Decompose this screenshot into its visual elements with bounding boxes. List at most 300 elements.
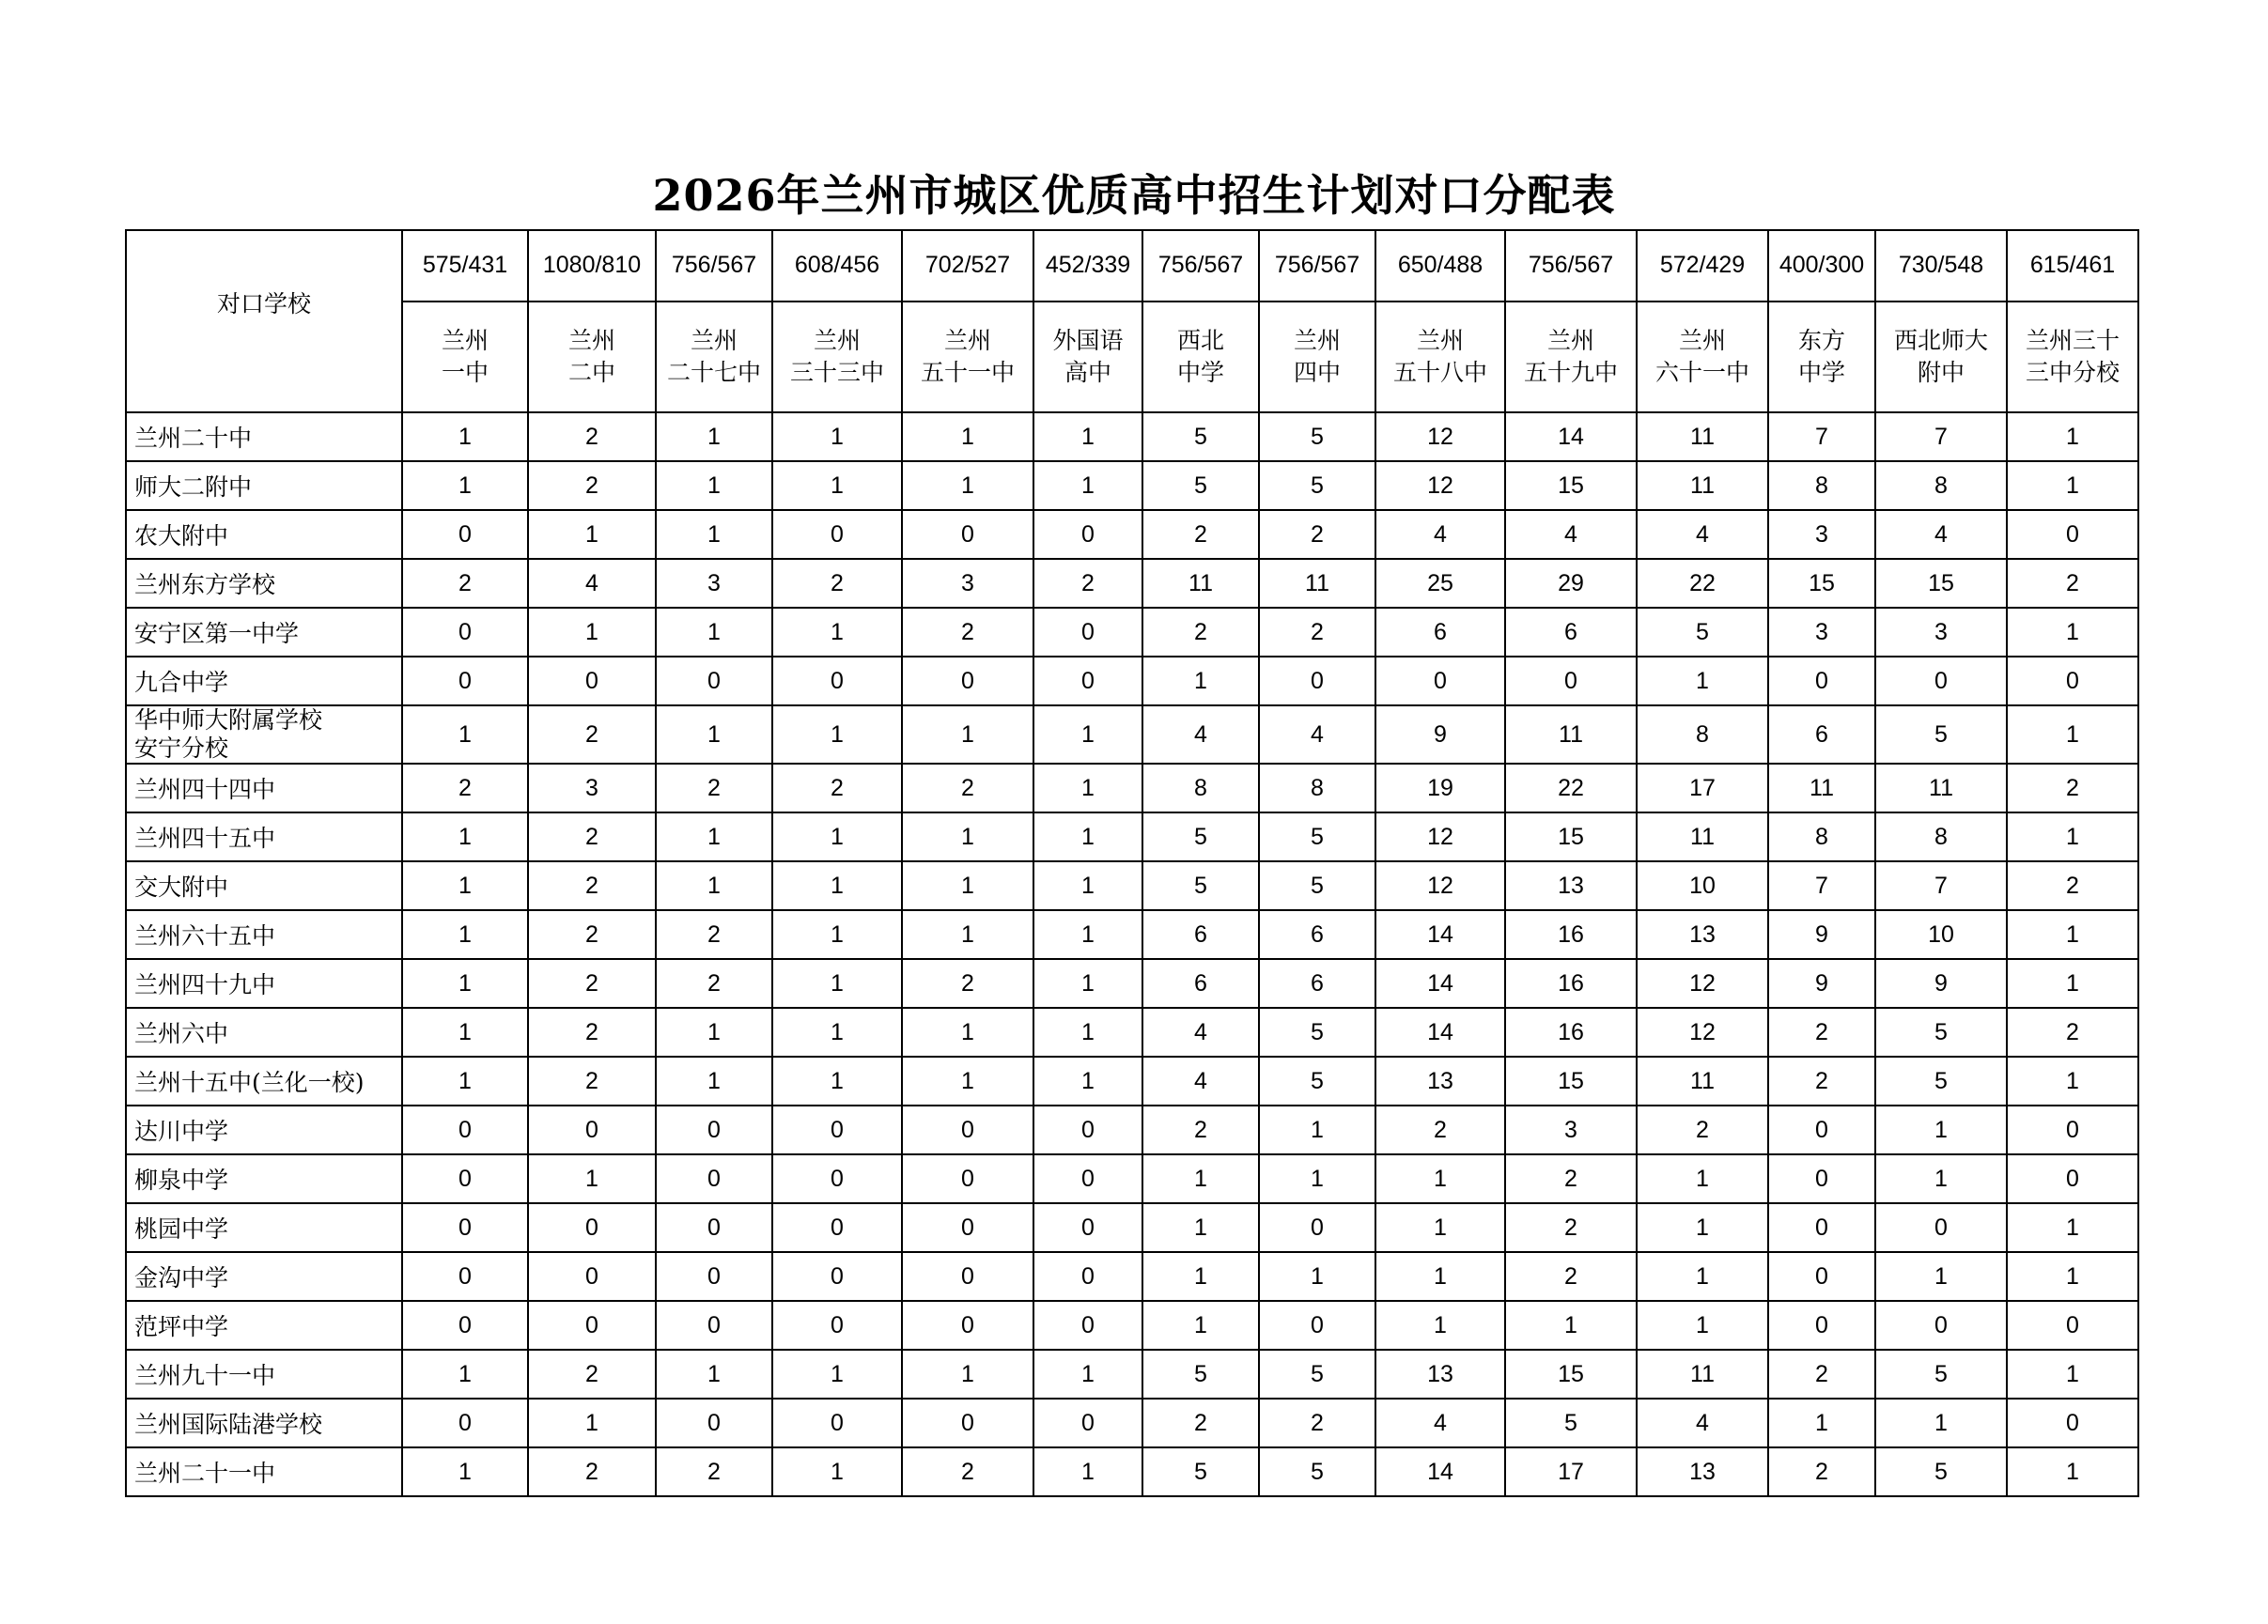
table-cell: 0	[1259, 657, 1375, 705]
table-cell: 1	[1259, 1106, 1375, 1154]
table-row	[126, 1106, 2138, 1154]
table-cell: 0	[772, 1203, 902, 1252]
table-cell: 1	[772, 1008, 902, 1057]
table-cell: 0	[1033, 1106, 1142, 1154]
table-cell: 1	[402, 1350, 528, 1399]
table-cell: 2	[1259, 1399, 1375, 1447]
table-cell: 2	[528, 1447, 656, 1496]
row-school-name: 兰州四十九中	[126, 959, 402, 1008]
row-school-name: 兰州二十一中	[126, 1447, 402, 1496]
table-cell: 1	[772, 1350, 902, 1399]
table-cell: 10	[1637, 861, 1768, 910]
table-cell: 0	[402, 608, 528, 657]
table-cell: 2	[1259, 608, 1375, 657]
table-cell: 1	[772, 910, 902, 959]
table-row	[126, 1399, 2138, 1447]
table-cell: 0	[1768, 1203, 1875, 1252]
table-cell: 29	[1505, 559, 1637, 608]
row-school-name: 范坪中学	[126, 1301, 402, 1350]
table-cell: 11	[1505, 705, 1637, 764]
table-cell: 15	[1505, 461, 1637, 510]
allocation-table	[125, 229, 2139, 1497]
table-cell: 2	[1505, 1203, 1637, 1252]
table-cell: 0	[902, 1252, 1033, 1301]
table-cell: 1	[1637, 657, 1768, 705]
table-cell: 15	[1768, 559, 1875, 608]
table-cell: 1	[402, 812, 528, 861]
table-cell: 1	[1033, 1350, 1142, 1399]
table-row	[126, 1057, 2138, 1106]
table-cell: 1	[402, 1057, 528, 1106]
table-cell: 1	[2007, 1350, 2138, 1399]
table-row	[126, 1301, 2138, 1350]
table-cell: 2	[528, 705, 656, 764]
table-cell: 14	[1375, 910, 1505, 959]
table-cell: 2	[2007, 861, 2138, 910]
table-cell: 3	[528, 764, 656, 812]
table-cell: 1	[656, 412, 772, 461]
row-school-name: 兰州国际陆港学校	[126, 1399, 402, 1447]
table-cell: 1	[1033, 1447, 1142, 1496]
table-cell: 0	[1033, 510, 1142, 559]
table-cell: 0	[1768, 1106, 1875, 1154]
table-cell: 1	[2007, 812, 2138, 861]
table-cell: 15	[1505, 1057, 1637, 1106]
table-row	[126, 510, 2138, 559]
table-cell: 5	[1259, 1057, 1375, 1106]
table-cell: 6	[1142, 910, 1259, 959]
table-cell: 4	[1375, 1399, 1505, 1447]
table-cell: 0	[1033, 608, 1142, 657]
table-cell: 1	[1142, 1203, 1259, 1252]
table-cell: 0	[1375, 657, 1505, 705]
table-cell: 1	[1875, 1252, 2007, 1301]
table-cell: 1	[902, 910, 1033, 959]
table-cell: 11	[1637, 812, 1768, 861]
column-school-name: 兰州 四中	[1259, 302, 1375, 412]
column-quota: 756/567	[1142, 230, 1259, 302]
table-cell: 9	[1768, 959, 1875, 1008]
table-cell: 5	[1259, 461, 1375, 510]
table-cell: 1	[772, 959, 902, 1008]
table-cell: 1	[402, 959, 528, 1008]
table-cell: 13	[1505, 861, 1637, 910]
table-cell: 0	[2007, 657, 2138, 705]
table-cell: 0	[1033, 1399, 1142, 1447]
table-cell: 13	[1637, 1447, 1768, 1496]
table-cell: 4	[1875, 510, 2007, 559]
table-cell: 1	[656, 1057, 772, 1106]
table-cell: 9	[1875, 959, 2007, 1008]
table-cell: 1	[656, 510, 772, 559]
table-cell: 0	[1259, 1203, 1375, 1252]
table-cell: 1	[1375, 1252, 1505, 1301]
table-cell: 3	[1875, 608, 2007, 657]
table-cell: 25	[1375, 559, 1505, 608]
table-cell: 1	[402, 1008, 528, 1057]
table-cell: 1	[656, 1008, 772, 1057]
table-cell: 3	[656, 559, 772, 608]
table-row	[126, 959, 2138, 1008]
row-school-name: 兰州四十四中	[126, 764, 402, 812]
table-cell: 2	[528, 1008, 656, 1057]
table-cell: 1	[902, 1057, 1033, 1106]
table-cell: 2	[528, 1350, 656, 1399]
table-cell: 1	[1033, 705, 1142, 764]
table-cell: 1	[402, 861, 528, 910]
table-cell: 1	[1875, 1399, 2007, 1447]
table-cell: 5	[1259, 1350, 1375, 1399]
table-row	[126, 1203, 2138, 1252]
column-school-name: 兰州 六十一中	[1637, 302, 1768, 412]
table-cell: 12	[1375, 812, 1505, 861]
row-school-name: 安宁区第一中学	[126, 608, 402, 657]
table-row	[126, 1447, 2138, 1496]
column-school-name: 兰州 二十七中	[656, 302, 772, 412]
table-cell: 1	[1259, 1252, 1375, 1301]
table-cell: 6	[1375, 608, 1505, 657]
page-title: 2026年兰州市城区优质高中招生计划对口分配表	[652, 170, 1616, 221]
table-cell: 2	[528, 959, 656, 1008]
table-cell: 0	[656, 1203, 772, 1252]
table-cell: 0	[402, 1301, 528, 1350]
table-cell: 1	[656, 705, 772, 764]
table-cell: 14	[1375, 1447, 1505, 1496]
table-cell: 10	[1875, 910, 2007, 959]
table-cell: 1	[2007, 1203, 2138, 1252]
table-cell: 6	[1142, 959, 1259, 1008]
table-cell: 4	[1142, 1057, 1259, 1106]
column-school-name: 兰州 五十八中	[1375, 302, 1505, 412]
table-cell: 4	[1375, 510, 1505, 559]
table-cell: 2	[528, 812, 656, 861]
table-cell: 1	[1033, 812, 1142, 861]
table-cell: 1	[656, 812, 772, 861]
table-cell: 1	[902, 705, 1033, 764]
table-cell: 5	[1142, 812, 1259, 861]
column-school-name: 外国语 高中	[1033, 302, 1142, 412]
table-cell: 5	[1142, 1350, 1259, 1399]
table-cell: 5	[1875, 1447, 2007, 1496]
table-cell: 0	[528, 1301, 656, 1350]
table-cell: 0	[528, 1252, 656, 1301]
table-cell: 0	[772, 1252, 902, 1301]
table-cell: 1	[528, 1399, 656, 1447]
table-cell: 16	[1505, 959, 1637, 1008]
table-cell: 1	[1033, 1057, 1142, 1106]
column-quota: 608/456	[772, 230, 902, 302]
column-quota: 452/339	[1033, 230, 1142, 302]
school-header-row	[126, 302, 2138, 412]
table-cell: 1	[528, 1154, 656, 1203]
table-cell: 1	[656, 861, 772, 910]
table-cell: 0	[772, 1399, 902, 1447]
table-cell: 8	[1259, 764, 1375, 812]
table-cell: 0	[1768, 1301, 1875, 1350]
column-quota: 730/548	[1875, 230, 2007, 302]
table-cell: 8	[1768, 812, 1875, 861]
column-quota: 650/488	[1375, 230, 1505, 302]
table-cell: 2	[1142, 1106, 1259, 1154]
table-cell: 0	[772, 1301, 902, 1350]
table-cell: 0	[656, 1301, 772, 1350]
table-cell: 17	[1637, 764, 1768, 812]
table-cell: 2	[1637, 1106, 1768, 1154]
table-body	[126, 412, 2138, 1496]
table-cell: 1	[528, 510, 656, 559]
table-cell: 0	[402, 1399, 528, 1447]
column-school-name: 东方 中学	[1768, 302, 1875, 412]
table-cell: 1	[902, 812, 1033, 861]
table-cell: 12	[1375, 412, 1505, 461]
table-cell: 1	[528, 608, 656, 657]
table-cell: 0	[1875, 1203, 2007, 1252]
table-cell: 1	[1768, 1399, 1875, 1447]
table-row	[126, 1252, 2138, 1301]
column-school-name: 西北 中学	[1142, 302, 1259, 412]
table-cell: 2	[1768, 1057, 1875, 1106]
table-row	[126, 705, 2138, 764]
table-cell: 11	[1768, 764, 1875, 812]
table-cell: 1	[1033, 910, 1142, 959]
table-cell: 0	[1768, 657, 1875, 705]
table-cell: 5	[1259, 861, 1375, 910]
row-school-name: 华中师大附属学校 安宁分校	[126, 705, 402, 764]
table-cell: 4	[1142, 1008, 1259, 1057]
table-cell: 2	[1033, 559, 1142, 608]
table-cell: 12	[1637, 959, 1768, 1008]
row-school-name: 农大附中	[126, 510, 402, 559]
row-school-name: 兰州二十中	[126, 412, 402, 461]
table-cell: 1	[2007, 910, 2138, 959]
table-cell: 1	[1375, 1203, 1505, 1252]
table-cell: 2	[402, 764, 528, 812]
table-cell: 14	[1375, 959, 1505, 1008]
table-cell: 6	[1259, 959, 1375, 1008]
table-cell: 0	[402, 1106, 528, 1154]
table-cell: 2	[656, 959, 772, 1008]
table-cell: 1	[402, 461, 528, 510]
table-cell: 1	[902, 1350, 1033, 1399]
table-cell: 2	[528, 412, 656, 461]
table-cell: 1	[1637, 1301, 1768, 1350]
table-cell: 12	[1375, 861, 1505, 910]
table-cell: 1	[1375, 1154, 1505, 1203]
table-cell: 1	[656, 608, 772, 657]
table-cell: 16	[1505, 1008, 1637, 1057]
table-cell: 1	[1142, 1301, 1259, 1350]
table-cell: 11	[1637, 1057, 1768, 1106]
column-quota: 400/300	[1768, 230, 1875, 302]
table-cell: 2	[656, 910, 772, 959]
table-cell: 1	[1637, 1252, 1768, 1301]
table-cell: 12	[1375, 461, 1505, 510]
table-cell: 0	[2007, 510, 2138, 559]
table-cell: 16	[1505, 910, 1637, 959]
table-cell: 2	[1142, 1399, 1259, 1447]
row-school-name: 达川中学	[126, 1106, 402, 1154]
table-cell: 17	[1505, 1447, 1637, 1496]
table-cell: 14	[1505, 412, 1637, 461]
table-cell: 5	[1875, 1350, 2007, 1399]
table-cell: 0	[656, 1106, 772, 1154]
table-cell: 13	[1375, 1350, 1505, 1399]
table-cell: 8	[1875, 461, 2007, 510]
table-cell: 5	[1259, 1447, 1375, 1496]
row-school-name: 兰州东方学校	[126, 559, 402, 608]
table-cell: 5	[1637, 608, 1768, 657]
table-cell: 2	[528, 861, 656, 910]
row-school-name: 桃园中学	[126, 1203, 402, 1252]
table-cell: 2	[1768, 1008, 1875, 1057]
table-row	[126, 1154, 2138, 1203]
table-cell: 1	[902, 412, 1033, 461]
table-cell: 0	[402, 657, 528, 705]
table-cell: 1	[902, 861, 1033, 910]
table-cell: 1	[772, 1447, 902, 1496]
table-cell: 1	[1375, 1301, 1505, 1350]
table-cell: 0	[1875, 1301, 2007, 1350]
table-cell: 0	[656, 1252, 772, 1301]
row-school-name: 柳泉中学	[126, 1154, 402, 1203]
table-cell: 1	[902, 1008, 1033, 1057]
row-school-name: 兰州六中	[126, 1008, 402, 1057]
table-row	[126, 412, 2138, 461]
table-cell: 0	[528, 657, 656, 705]
table-cell: 5	[1142, 412, 1259, 461]
table-cell: 0	[1033, 1154, 1142, 1203]
table-cell: 1	[1033, 461, 1142, 510]
table-cell: 0	[528, 1203, 656, 1252]
table-cell: 0	[656, 657, 772, 705]
column-school-name: 兰州 一中	[402, 302, 528, 412]
table-cell: 1	[1142, 657, 1259, 705]
table-cell: 8	[1875, 812, 2007, 861]
table-cell: 2	[1375, 1106, 1505, 1154]
table-cell: 1	[772, 608, 902, 657]
table-row	[126, 657, 2138, 705]
table-cell: 2	[1505, 1154, 1637, 1203]
table-cell: 2	[528, 910, 656, 959]
table-cell: 2	[1142, 608, 1259, 657]
column-quota: 756/567	[1505, 230, 1637, 302]
table-cell: 0	[1033, 657, 1142, 705]
column-quota: 572/429	[1637, 230, 1768, 302]
table-cell: 1	[1033, 764, 1142, 812]
column-quota: 756/567	[1259, 230, 1375, 302]
row-school-name: 兰州九十一中	[126, 1350, 402, 1399]
table-cell: 22	[1505, 764, 1637, 812]
table-cell: 0	[2007, 1154, 2138, 1203]
table-cell: 2	[902, 1447, 1033, 1496]
table-cell: 5	[1142, 1447, 1259, 1496]
column-quota: 756/567	[656, 230, 772, 302]
table-cell: 1	[402, 910, 528, 959]
table-cell: 1	[1637, 1203, 1768, 1252]
table-cell: 1	[772, 812, 902, 861]
table-cell: 1	[2007, 461, 2138, 510]
table-cell: 1	[772, 705, 902, 764]
table-cell: 2	[656, 764, 772, 812]
table-cell: 4	[1142, 705, 1259, 764]
table-cell: 1	[772, 1057, 902, 1106]
table-cell: 1	[402, 1447, 528, 1496]
table-cell: 11	[1142, 559, 1259, 608]
table-cell: 1	[1505, 1301, 1637, 1350]
table-cell: 1	[2007, 608, 2138, 657]
table-cell: 0	[402, 1252, 528, 1301]
column-school-name: 兰州三十 三中分校	[2007, 302, 2138, 412]
table-cell: 1	[1637, 1154, 1768, 1203]
table-cell: 0	[1768, 1154, 1875, 1203]
table-cell: 1	[1875, 1106, 2007, 1154]
table-cell: 0	[772, 510, 902, 559]
table-cell: 0	[402, 1203, 528, 1252]
table-cell: 15	[1875, 559, 2007, 608]
table-cell: 1	[1033, 412, 1142, 461]
row-school-name: 兰州十五中(兰化一校)	[126, 1057, 402, 1106]
table-cell: 12	[1637, 1008, 1768, 1057]
table-cell: 7	[1875, 412, 2007, 461]
table-cell: 2	[772, 764, 902, 812]
table-cell: 0	[902, 1399, 1033, 1447]
table-row	[126, 861, 2138, 910]
table-cell: 15	[1505, 1350, 1637, 1399]
table-cell: 0	[902, 657, 1033, 705]
table-cell: 1	[656, 461, 772, 510]
table-cell: 2	[1142, 510, 1259, 559]
table-cell: 0	[656, 1399, 772, 1447]
column-quota: 615/461	[2007, 230, 2138, 302]
corner-label: 对口学校	[126, 230, 402, 412]
table-cell: 15	[1505, 812, 1637, 861]
row-school-name: 师大二附中	[126, 461, 402, 510]
table-cell: 5	[1259, 1008, 1375, 1057]
table-cell: 11	[1259, 559, 1375, 608]
table-cell: 4	[528, 559, 656, 608]
table-cell: 5	[1142, 861, 1259, 910]
table-cell: 5	[1259, 412, 1375, 461]
table-cell: 0	[1875, 657, 2007, 705]
table-row	[126, 1008, 2138, 1057]
table-row	[126, 1350, 2138, 1399]
column-school-name: 兰州 三十三中	[772, 302, 902, 412]
table-cell: 1	[2007, 1447, 2138, 1496]
column-quota: 702/527	[902, 230, 1033, 302]
table-cell: 0	[2007, 1301, 2138, 1350]
row-school-name: 九合中学	[126, 657, 402, 705]
table-cell: 2	[772, 559, 902, 608]
table-cell: 11	[1637, 461, 1768, 510]
table-cell: 13	[1637, 910, 1768, 959]
table-cell: 2	[1259, 510, 1375, 559]
table-cell: 2	[2007, 764, 2138, 812]
table-cell: 5	[1142, 461, 1259, 510]
table-cell: 0	[528, 1106, 656, 1154]
table-cell: 0	[402, 1154, 528, 1203]
table-cell: 7	[1875, 861, 2007, 910]
table-cell: 1	[2007, 959, 2138, 1008]
table-row	[126, 910, 2138, 959]
table-cell: 0	[772, 1106, 902, 1154]
table-cell: 2	[1768, 1350, 1875, 1399]
table-cell: 14	[1375, 1008, 1505, 1057]
table-cell: 1	[902, 461, 1033, 510]
table-cell: 0	[902, 1154, 1033, 1203]
table-cell: 0	[402, 510, 528, 559]
table-cell: 1	[1033, 861, 1142, 910]
table-row	[126, 812, 2138, 861]
